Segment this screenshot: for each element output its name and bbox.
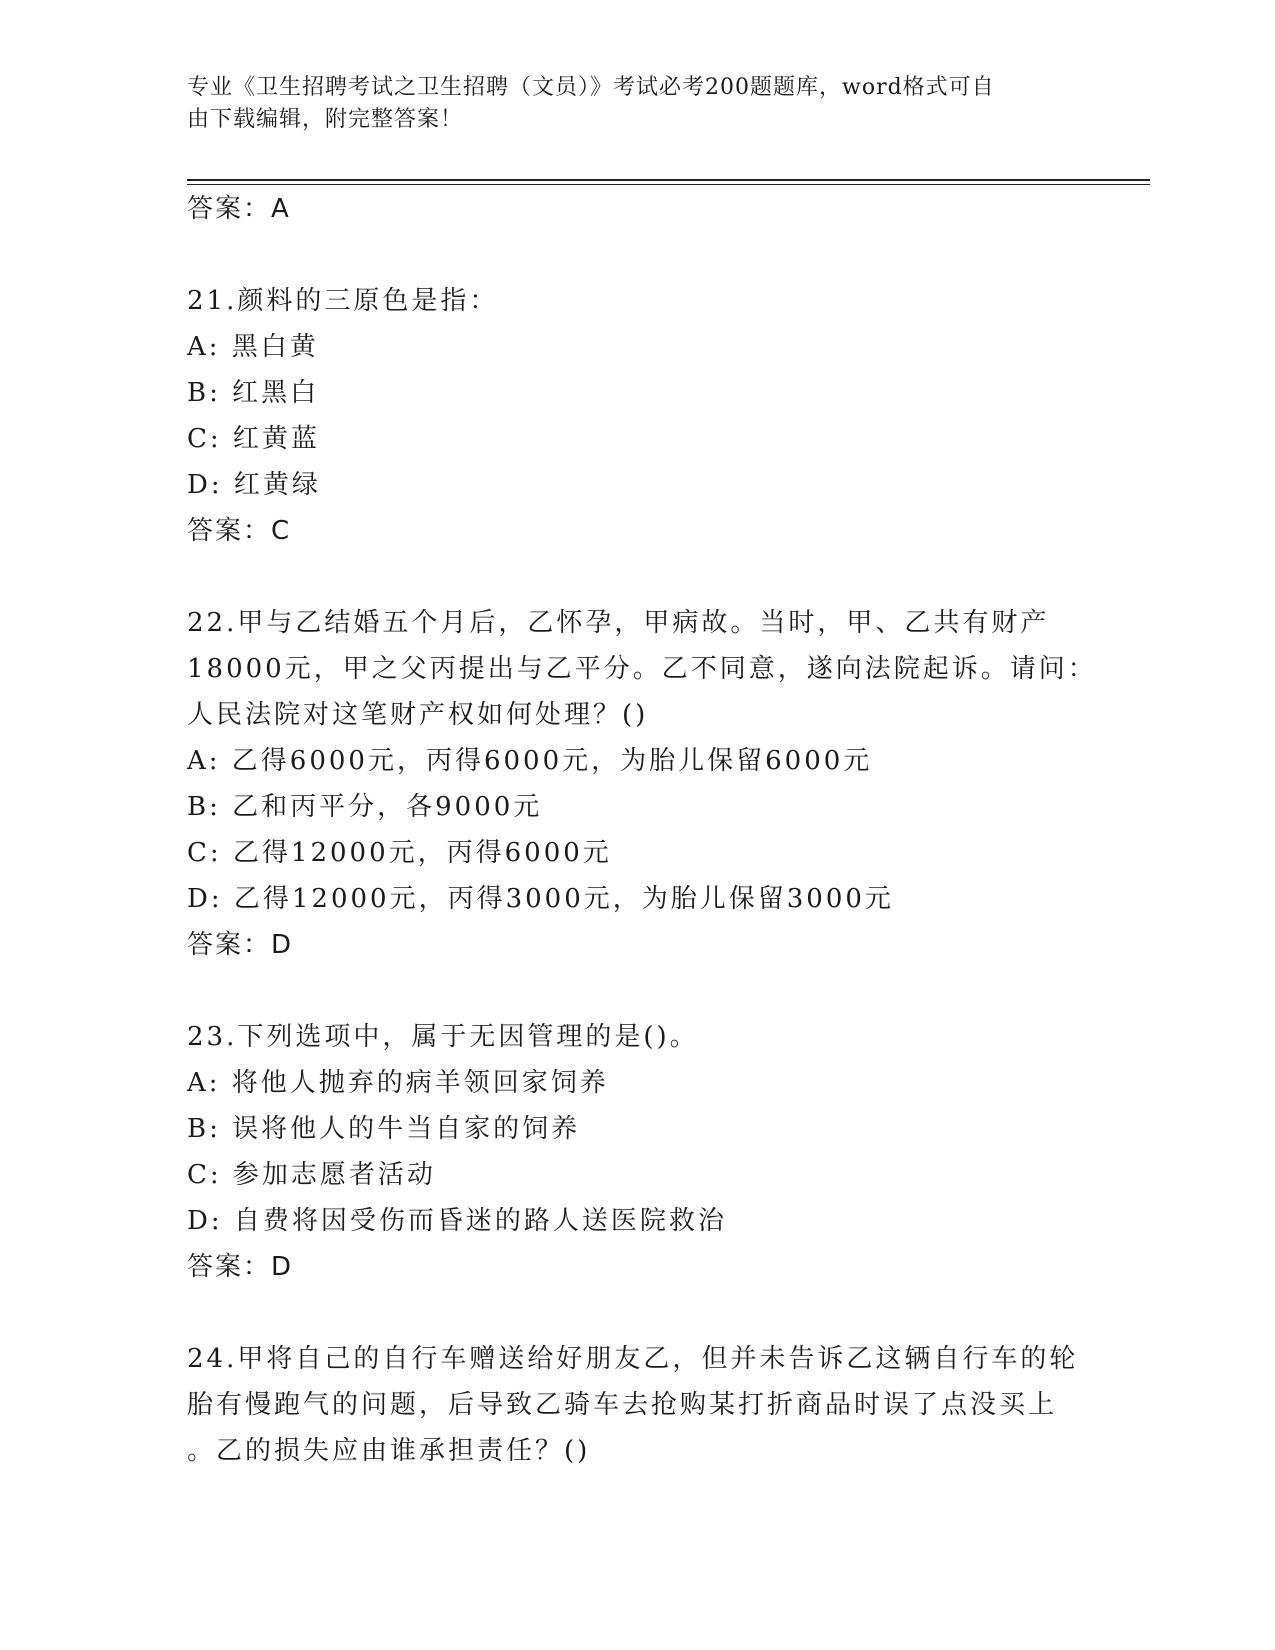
option-c: C: 红黄蓝 <box>187 424 320 454</box>
option-a: A: 黑白黄 <box>187 332 319 362</box>
question-text: 21.颜料的三原色是指： <box>187 286 499 316</box>
header-rule-thin <box>187 184 1150 185</box>
answer-line: 答案：A <box>187 194 291 224</box>
question-text: 胎有慢跑气的问题，后导致乙骑车去抢购某打折商品时误了点没买上 <box>187 1390 1058 1420</box>
option-a: A: 乙得6000元，丙得6000元，为胎儿保留6000元 <box>187 746 873 776</box>
header-rule-thick <box>187 179 1150 181</box>
question-21 <box>187 278 1087 554</box>
question-text: 人民法院对这笔财产权如何处理？() <box>187 700 649 730</box>
spacer <box>187 1290 1087 1336</box>
answer-line: 答案：C <box>187 516 292 546</box>
option-b: B: 乙和丙平分，各9000元 <box>187 792 543 822</box>
question-text: 。乙的损失应由谁承担责任？() <box>187 1436 591 1466</box>
option-b: B: 红黑白 <box>187 378 320 408</box>
option-a: A: 将他人抛弃的病羊领回家饲养 <box>187 1068 609 1098</box>
option-d: D: 乙得12000元，丙得3000元，为胎儿保留3000元 <box>187 884 894 914</box>
question-24 <box>187 1336 1087 1474</box>
question-text: 18000元，甲之父丙提出与乙平分。乙不同意，遂向法院起诉。请问： <box>187 654 1097 684</box>
option-c: C: 乙得12000元，丙得6000元 <box>187 838 612 868</box>
question-23 <box>187 1014 1087 1290</box>
option-c: C: 参加志愿者活动 <box>187 1160 436 1190</box>
question-22 <box>187 600 1097 968</box>
spacer <box>187 554 1087 600</box>
question-text: 23.下列选项中，属于无因管理的是()。 <box>187 1022 699 1052</box>
header-line-1: 专业《卫生招聘考试之卫生招聘（文员）》考试必考200题题库，word格式可自 <box>187 75 995 100</box>
spacer <box>187 232 1087 278</box>
question-text: 22.甲与乙结婚五个月后，乙怀孕，甲病故。当时，甲、乙共有财产 <box>187 608 1050 638</box>
question-text: 24.甲将自己的自行车赠送给好朋友乙，但并未告诉乙这辆自行车的轮 <box>187 1344 1079 1374</box>
header-line-2: 由下载编辑，附完整答案！ <box>187 107 464 132</box>
answer-line: 答案：D <box>187 930 294 960</box>
document-header <box>187 72 1067 136</box>
option-b: B: 误将他人的牛当自家的饲养 <box>187 1114 581 1144</box>
option-d: D: 自费将因受伤而昏迷的路人送医院救治 <box>187 1206 727 1236</box>
option-d: D: 红黄绿 <box>187 470 321 500</box>
question-content <box>187 186 1097 1474</box>
spacer <box>187 968 1087 1014</box>
answer-line: 答案：D <box>187 1252 294 1282</box>
